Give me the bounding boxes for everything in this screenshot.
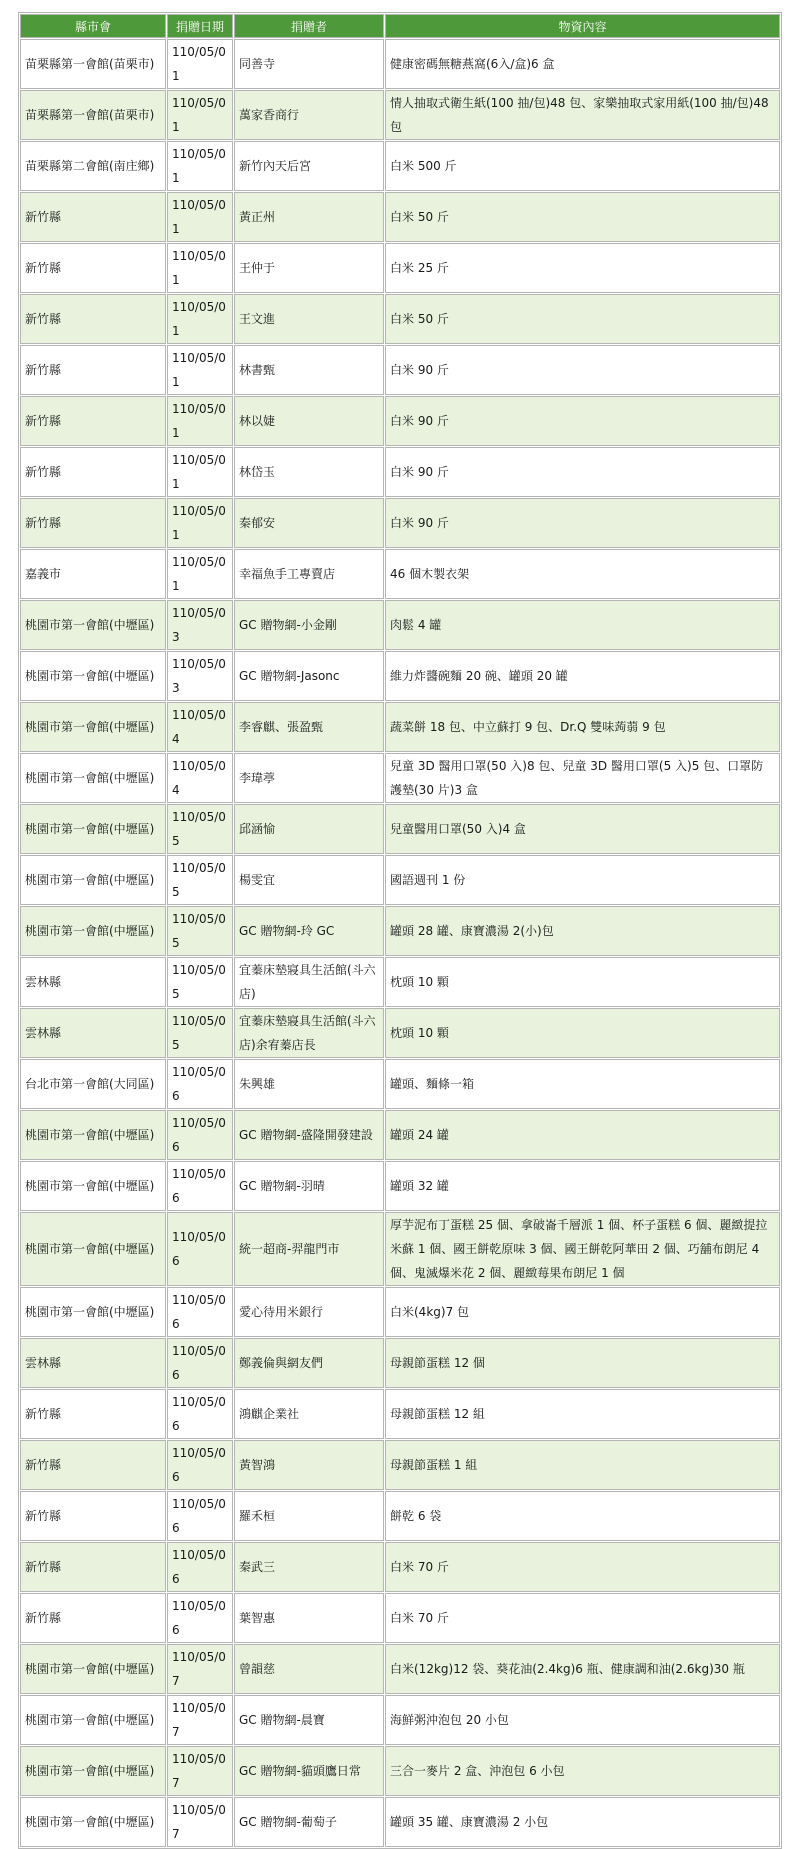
table-row xyxy=(20,1287,780,1337)
cell-date: 110/05/01 xyxy=(167,294,233,344)
cell-donor: 黃智鴻 xyxy=(234,1440,384,1490)
cell-date: 110/05/07 xyxy=(167,1797,233,1847)
table-row xyxy=(20,1491,780,1541)
cell-county: 嘉義市 xyxy=(20,549,166,599)
cell-donor: 林書甄 xyxy=(234,345,384,395)
cell-donor: 宜蓁床墊寢具生活館(斗六店)余宥蓁店長 xyxy=(234,1008,384,1058)
cell-date: 110/05/05 xyxy=(167,855,233,905)
cell-donor: 宜蓁床墊寢具生活館(斗六店) xyxy=(234,957,384,1007)
cell-date: 110/05/06 xyxy=(167,1542,233,1592)
cell-donor: 秦郁安 xyxy=(234,498,384,548)
table-row xyxy=(20,1389,780,1439)
table-row xyxy=(20,141,780,191)
table-header-row xyxy=(20,14,780,38)
cell-county: 新竹縣 xyxy=(20,1542,166,1592)
cell-items: 三合一麥片 2 盒、沖泡包 6 小包 xyxy=(385,1746,780,1796)
cell-county: 桃園市第一會館(中壢區) xyxy=(20,1212,166,1286)
cell-county: 新竹縣 xyxy=(20,345,166,395)
cell-items: 罐頭 24 罐 xyxy=(385,1110,780,1160)
column-header-donor: 捐贈者 xyxy=(234,14,384,38)
table-row xyxy=(20,1440,780,1490)
cell-date: 110/05/06 xyxy=(167,1440,233,1490)
cell-date: 110/05/06 xyxy=(167,1212,233,1286)
cell-date: 110/05/06 xyxy=(167,1059,233,1109)
cell-items: 46 個木製衣架 xyxy=(385,549,780,599)
cell-county: 新竹縣 xyxy=(20,1440,166,1490)
cell-county: 桃園市第一會館(中壢區) xyxy=(20,1746,166,1796)
table-row xyxy=(20,1644,780,1694)
cell-donor: 萬家香商行 xyxy=(234,90,384,140)
table-row xyxy=(20,600,780,650)
table-row xyxy=(20,1212,780,1286)
cell-date: 110/05/06 xyxy=(167,1161,233,1211)
cell-donor: 楊雯宜 xyxy=(234,855,384,905)
cell-county: 桃園市第一會館(中壢區) xyxy=(20,1797,166,1847)
cell-county: 新竹縣 xyxy=(20,498,166,548)
table-row xyxy=(20,1797,780,1847)
table-row xyxy=(20,447,780,497)
cell-date: 110/05/06 xyxy=(167,1110,233,1160)
cell-county: 新竹縣 xyxy=(20,447,166,497)
cell-county: 桃園市第一會館(中壢區) xyxy=(20,753,166,803)
cell-items: 餅乾 6 袋 xyxy=(385,1491,780,1541)
cell-items: 白米 90 斤 xyxy=(385,345,780,395)
table-row xyxy=(20,906,780,956)
cell-donor: 葉智惠 xyxy=(234,1593,384,1643)
cell-date: 110/05/01 xyxy=(167,396,233,446)
cell-donor: 秦武三 xyxy=(234,1542,384,1592)
cell-items: 白米(12kg)12 袋、葵花油(2.4kg)6 瓶、健康調和油(2.6kg)30 瓶 xyxy=(385,1644,780,1694)
cell-donor: 新竹內天后宮 xyxy=(234,141,384,191)
table-row xyxy=(20,702,780,752)
cell-items: 枕頭 10 顆 xyxy=(385,957,780,1007)
cell-donor: 羅禾桓 xyxy=(234,1491,384,1541)
table-row xyxy=(20,1746,780,1796)
cell-date: 110/05/03 xyxy=(167,651,233,701)
cell-items: 兒童 3D 醫用口罩(50 入)8 包、兒童 3D 醫用口罩(5 入)5 包、口罩防護墊(30 片)3 盒 xyxy=(385,753,780,803)
cell-donor: 黃正州 xyxy=(234,192,384,242)
table-row xyxy=(20,1542,780,1592)
table-row xyxy=(20,549,780,599)
cell-donor: 同善寺 xyxy=(234,39,384,89)
cell-date: 110/05/01 xyxy=(167,39,233,89)
cell-donor: 林岱玉 xyxy=(234,447,384,497)
cell-donor: 邱涵愉 xyxy=(234,804,384,854)
cell-county: 雲林縣 xyxy=(20,1338,166,1388)
cell-donor: 曾韻慈 xyxy=(234,1644,384,1694)
table-row xyxy=(20,345,780,395)
cell-items: 罐頭、麵條一箱 xyxy=(385,1059,780,1109)
table-row xyxy=(20,192,780,242)
column-header-items: 物資內容 xyxy=(385,14,780,38)
cell-county: 桃園市第一會館(中壢區) xyxy=(20,600,166,650)
cell-date: 110/05/07 xyxy=(167,1746,233,1796)
cell-county: 新竹縣 xyxy=(20,243,166,293)
cell-county: 雲林縣 xyxy=(20,957,166,1007)
cell-county: 桃園市第一會館(中壢區) xyxy=(20,804,166,854)
cell-donor: GC 贈物網-葡萄子 xyxy=(234,1797,384,1847)
cell-items: 白米 50 斤 xyxy=(385,294,780,344)
cell-county: 新竹縣 xyxy=(20,396,166,446)
cell-items: 肉鬆 4 罐 xyxy=(385,600,780,650)
cell-county: 苗栗縣第二會館(南庄鄉) xyxy=(20,141,166,191)
cell-items: 白米 70 斤 xyxy=(385,1542,780,1592)
cell-date: 110/05/01 xyxy=(167,243,233,293)
cell-donor: GC 贈物網-晨寶 xyxy=(234,1695,384,1745)
cell-items: 兒童醫用口罩(50 入)4 盒 xyxy=(385,804,780,854)
table-row xyxy=(20,957,780,1007)
cell-date: 110/05/03 xyxy=(167,600,233,650)
cell-county: 桃園市第一會館(中壢區) xyxy=(20,702,166,752)
cell-date: 110/05/05 xyxy=(167,906,233,956)
cell-date: 110/05/06 xyxy=(167,1389,233,1439)
cell-items: 蔬菜餅 18 包、中立蘇打 9 包、Dr.Q 雙味蒟蒻 9 包 xyxy=(385,702,780,752)
cell-date: 110/05/07 xyxy=(167,1695,233,1745)
table-row xyxy=(20,498,780,548)
table-row xyxy=(20,1059,780,1109)
column-header-county: 縣市會 xyxy=(20,14,166,38)
cell-donor: 鴻麒企業社 xyxy=(234,1389,384,1439)
cell-county: 桃園市第一會館(中壢區) xyxy=(20,1161,166,1211)
cell-items: 白米 90 斤 xyxy=(385,498,780,548)
table-row xyxy=(20,294,780,344)
cell-items: 白米 90 斤 xyxy=(385,396,780,446)
table-row xyxy=(20,1338,780,1388)
table-body xyxy=(20,39,780,1847)
cell-county: 桃園市第一會館(中壢區) xyxy=(20,855,166,905)
cell-county: 桃園市第一會館(中壢區) xyxy=(20,651,166,701)
table-row xyxy=(20,90,780,140)
cell-date: 110/05/01 xyxy=(167,141,233,191)
cell-items: 母親節蛋糕 12 組 xyxy=(385,1389,780,1439)
cell-donor: GC 贈物網-小金剛 xyxy=(234,600,384,650)
cell-items: 白米(4kg)7 包 xyxy=(385,1287,780,1337)
cell-county: 新竹縣 xyxy=(20,1491,166,1541)
table-row xyxy=(20,1110,780,1160)
cell-date: 110/05/06 xyxy=(167,1287,233,1337)
cell-items: 厚芋泥布丁蛋糕 25 個、拿破崙千層派 1 個、杯子蛋糕 6 個、麗緻提拉米蘇 1 個、國王餅乾原味 3 個、國王餅乾阿華田 2 個、巧舖布朗尼 4 個、鬼滅爆米花 2 個、麗緻莓果布朗尼 1 個 xyxy=(385,1212,780,1286)
cell-date: 110/05/05 xyxy=(167,1008,233,1058)
table-row xyxy=(20,1008,780,1058)
cell-date: 110/05/01 xyxy=(167,498,233,548)
cell-county: 桃園市第一會館(中壢區) xyxy=(20,1644,166,1694)
cell-county: 新竹縣 xyxy=(20,1389,166,1439)
cell-date: 110/05/07 xyxy=(167,1644,233,1694)
cell-date: 110/05/05 xyxy=(167,957,233,1007)
table-row xyxy=(20,39,780,89)
table-row xyxy=(20,243,780,293)
cell-donor: 李睿麒、張盈甄 xyxy=(234,702,384,752)
table-row xyxy=(20,396,780,446)
cell-date: 110/05/01 xyxy=(167,345,233,395)
table-row xyxy=(20,651,780,701)
cell-donor: 鄭義倫與網友們 xyxy=(234,1338,384,1388)
cell-county: 桃園市第一會館(中壢區) xyxy=(20,1287,166,1337)
cell-donor: GC 贈物網-貓頭鷹日常 xyxy=(234,1746,384,1796)
cell-county: 新竹縣 xyxy=(20,294,166,344)
cell-date: 110/05/06 xyxy=(167,1338,233,1388)
donation-table-container xyxy=(18,12,782,1849)
cell-county: 新竹縣 xyxy=(20,1593,166,1643)
cell-donor: GC 贈物網-玲 GC xyxy=(234,906,384,956)
donation-table xyxy=(18,12,782,1849)
cell-items: 國語週刊 1 份 xyxy=(385,855,780,905)
cell-donor: GC 贈物網-Jasonc xyxy=(234,651,384,701)
cell-county: 桃園市第一會館(中壢區) xyxy=(20,1110,166,1160)
cell-county: 雲林縣 xyxy=(20,1008,166,1058)
cell-items: 母親節蛋糕 12 個 xyxy=(385,1338,780,1388)
cell-items: 白米 90 斤 xyxy=(385,447,780,497)
cell-donor: 林以婕 xyxy=(234,396,384,446)
cell-county: 桃園市第一會館(中壢區) xyxy=(20,1695,166,1745)
cell-donor: 愛心待用米銀行 xyxy=(234,1287,384,1337)
cell-county: 桃園市第一會館(中壢區) xyxy=(20,906,166,956)
cell-date: 110/05/01 xyxy=(167,192,233,242)
cell-items: 維力炸醬碗麵 20 碗、罐頭 20 罐 xyxy=(385,651,780,701)
cell-donor: 王文進 xyxy=(234,294,384,344)
cell-date: 110/05/05 xyxy=(167,804,233,854)
cell-items: 母親節蛋糕 1 組 xyxy=(385,1440,780,1490)
cell-items: 健康密碼無糖燕窩(6入/盒)6 盒 xyxy=(385,39,780,89)
column-header-date: 捐贈日期 xyxy=(167,14,233,38)
cell-donor: 幸福魚手工專賣店 xyxy=(234,549,384,599)
cell-date: 110/05/01 xyxy=(167,549,233,599)
cell-items: 罐頭 35 罐、康寶濃湯 2 小包 xyxy=(385,1797,780,1847)
cell-items: 白米 500 斤 xyxy=(385,141,780,191)
cell-items: 罐頭 28 罐、康寶濃湯 2(小)包 xyxy=(385,906,780,956)
cell-donor: GC 贈物網-羽晴 xyxy=(234,1161,384,1211)
table-row xyxy=(20,804,780,854)
cell-county: 苗栗縣第一會館(苗栗市) xyxy=(20,39,166,89)
cell-date: 110/05/06 xyxy=(167,1593,233,1643)
cell-items: 罐頭 32 罐 xyxy=(385,1161,780,1211)
cell-county: 新竹縣 xyxy=(20,192,166,242)
cell-items: 海鮮粥沖泡包 20 小包 xyxy=(385,1695,780,1745)
cell-county: 苗栗縣第一會館(苗栗市) xyxy=(20,90,166,140)
cell-items: 白米 70 斤 xyxy=(385,1593,780,1643)
table-row xyxy=(20,1593,780,1643)
cell-date: 110/05/04 xyxy=(167,753,233,803)
cell-items: 白米 25 斤 xyxy=(385,243,780,293)
cell-date: 110/05/06 xyxy=(167,1491,233,1541)
cell-donor: GC 贈物網-盛隆開發建設 xyxy=(234,1110,384,1160)
table-row xyxy=(20,1695,780,1745)
cell-date: 110/05/01 xyxy=(167,90,233,140)
cell-date: 110/05/04 xyxy=(167,702,233,752)
cell-items: 枕頭 10 顆 xyxy=(385,1008,780,1058)
cell-items: 情人抽取式衛生紙(100 抽/包)48 包、家樂抽取式家用紙(100 抽/包)48 包 xyxy=(385,90,780,140)
cell-date: 110/05/01 xyxy=(167,447,233,497)
cell-county: 台北市第一會館(大同區) xyxy=(20,1059,166,1109)
table-row xyxy=(20,855,780,905)
cell-donor: 王仲于 xyxy=(234,243,384,293)
cell-donor: 統一超商-羿龍門市 xyxy=(234,1212,384,1286)
cell-items: 白米 50 斤 xyxy=(385,192,780,242)
cell-donor: 朱興雄 xyxy=(234,1059,384,1109)
table-row xyxy=(20,1161,780,1211)
table-row xyxy=(20,753,780,803)
cell-donor: 李瑋葶 xyxy=(234,753,384,803)
